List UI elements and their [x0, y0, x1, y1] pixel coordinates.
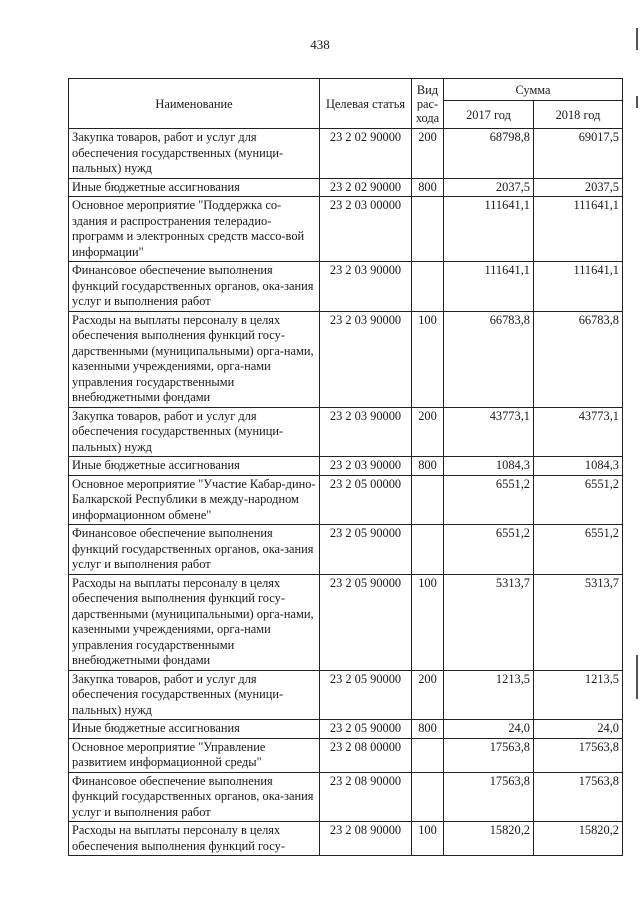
row-sum-2018: 1084,3 — [534, 457, 623, 476]
row-sum-2017: 111641,1 — [444, 197, 534, 262]
table-row — [69, 738, 623, 772]
row-code: 23 2 02 90000 — [320, 178, 412, 197]
page-number: 438 — [310, 37, 330, 52]
table-row — [69, 475, 623, 525]
row-name: Иные бюджетные ассигнования — [69, 720, 320, 739]
table-row — [69, 178, 623, 197]
scan-edge-mark — [636, 96, 638, 108]
row-code: 23 2 05 90000 — [320, 670, 412, 720]
row-sum-2018: 111641,1 — [534, 197, 623, 262]
row-name: Иные бюджетные ассигнования — [69, 178, 320, 197]
header-year-2018: 2018 год — [534, 101, 623, 129]
header-code: Целевая статья — [320, 79, 412, 129]
row-sum-2018: 66783,8 — [534, 311, 623, 407]
row-sum-2018: 6551,2 — [534, 525, 623, 575]
row-type — [412, 475, 444, 525]
header-year-2017: 2017 год — [444, 101, 534, 129]
row-sum-2017: 6551,2 — [444, 475, 534, 525]
row-type: 100 — [412, 574, 444, 670]
table-row — [69, 311, 623, 407]
table-row — [69, 720, 623, 739]
table-row — [69, 525, 623, 575]
row-name: Основное мероприятие "Участие Кабар-дино-Балкарской Республики в между-народном информационном обмене" — [69, 475, 320, 525]
row-sum-2018: 43773,1 — [534, 407, 623, 457]
row-code: 23 2 05 90000 — [320, 720, 412, 739]
row-code: 23 2 02 90000 — [320, 129, 412, 179]
row-sum-2018: 6551,2 — [534, 475, 623, 525]
row-type — [412, 262, 444, 312]
row-code: 23 2 03 00000 — [320, 197, 412, 262]
row-sum-2017: 43773,1 — [444, 407, 534, 457]
table-row — [69, 670, 623, 720]
header-sum: Сумма — [444, 79, 623, 101]
row-name: Расходы на выплаты персоналу в целях обеспечения выполнения функций госу-дарственными (муниципальными) орга-нами, казенными учреждениями, орга-нами управления государственными внебюджетными фондами — [69, 311, 320, 407]
row-type — [412, 738, 444, 772]
row-name: Расходы на выплаты персоналу в целях обеспечения выполнения функций госу- — [69, 822, 320, 856]
budget-table — [68, 78, 623, 856]
row-sum-2017: 6551,2 — [444, 525, 534, 575]
row-name: Финансовое обеспечение выполнения функций государственных органов, ока-зания услуг и выполнения работ — [69, 525, 320, 575]
row-sum-2018: 15820,2 — [534, 822, 623, 856]
row-name: Иные бюджетные ассигнования — [69, 457, 320, 476]
row-sum-2017: 15820,2 — [444, 822, 534, 856]
table-header — [69, 79, 623, 129]
table-row — [69, 457, 623, 476]
row-sum-2018: 5313,7 — [534, 574, 623, 670]
row-code: 23 2 03 90000 — [320, 457, 412, 476]
row-code: 23 2 08 90000 — [320, 772, 412, 822]
row-code: 23 2 08 90000 — [320, 822, 412, 856]
row-sum-2018: 17563,8 — [534, 738, 623, 772]
row-code: 23 2 05 90000 — [320, 525, 412, 575]
row-name: Основное мероприятие "Управление развитием информационной среды" — [69, 738, 320, 772]
table-row — [69, 197, 623, 262]
table-row — [69, 574, 623, 670]
row-type: 200 — [412, 407, 444, 457]
row-name: Финансовое обеспечение выполнения функций государственных органов, ока-зания услуг и выполнения работ — [69, 262, 320, 312]
row-sum-2018: 24,0 — [534, 720, 623, 739]
row-name: Закупка товаров, работ и услуг для обеспечения государственных (муници-пальных) нужд — [69, 129, 320, 179]
row-sum-2017: 68798,8 — [444, 129, 534, 179]
row-name: Закупка товаров, работ и услуг для обеспечения государственных (муници-пальных) нужд — [69, 670, 320, 720]
row-code: 23 2 03 90000 — [320, 311, 412, 407]
table-row — [69, 407, 623, 457]
row-type — [412, 197, 444, 262]
row-code: 23 2 03 90000 — [320, 407, 412, 457]
row-sum-2018: 1213,5 — [534, 670, 623, 720]
row-sum-2018: 17563,8 — [534, 772, 623, 822]
row-sum-2018: 111641,1 — [534, 262, 623, 312]
row-name: Расходы на выплаты персоналу в целях обеспечения выполнения функций госу-дарственными (муниципальными) орга-нами, казенными учреждениями, орга-нами управления государственными внебюджетными фондами — [69, 574, 320, 670]
row-code: 23 2 05 00000 — [320, 475, 412, 525]
row-type: 200 — [412, 129, 444, 179]
row-type — [412, 525, 444, 575]
header-name: Наименование — [69, 79, 320, 129]
row-sum-2017: 111641,1 — [444, 262, 534, 312]
row-type: 100 — [412, 311, 444, 407]
table-row — [69, 822, 623, 856]
scan-edge-mark — [636, 655, 638, 699]
row-sum-2017: 17563,8 — [444, 772, 534, 822]
row-type: 800 — [412, 720, 444, 739]
row-type: 200 — [412, 670, 444, 720]
row-code: 23 2 03 90000 — [320, 262, 412, 312]
row-name: Закупка товаров, работ и услуг для обеспечения государственных (муници-пальных) нужд — [69, 407, 320, 457]
row-sum-2017: 5313,7 — [444, 574, 534, 670]
row-type: 800 — [412, 457, 444, 476]
row-sum-2017: 17563,8 — [444, 738, 534, 772]
row-type — [412, 772, 444, 822]
table-row — [69, 262, 623, 312]
table-body — [69, 129, 623, 856]
table-row — [69, 772, 623, 822]
row-sum-2017: 24,0 — [444, 720, 534, 739]
row-sum-2017: 1213,5 — [444, 670, 534, 720]
row-sum-2018: 69017,5 — [534, 129, 623, 179]
header-type: Вид рас-хода — [412, 79, 444, 129]
table-row — [69, 129, 623, 179]
row-sum-2018: 2037,5 — [534, 178, 623, 197]
row-code: 23 2 08 00000 — [320, 738, 412, 772]
row-name: Основное мероприятие "Поддержка со-здания и распространения телерадио-программ и электронных средств массо-вой информации" — [69, 197, 320, 262]
row-name: Финансовое обеспечение выполнения функций государственных органов, ока-зания услуг и выполнения работ — [69, 772, 320, 822]
row-sum-2017: 2037,5 — [444, 178, 534, 197]
row-sum-2017: 66783,8 — [444, 311, 534, 407]
row-code: 23 2 05 90000 — [320, 574, 412, 670]
row-type: 800 — [412, 178, 444, 197]
scan-edge-mark — [636, 28, 638, 50]
row-type: 100 — [412, 822, 444, 856]
row-sum-2017: 1084,3 — [444, 457, 534, 476]
